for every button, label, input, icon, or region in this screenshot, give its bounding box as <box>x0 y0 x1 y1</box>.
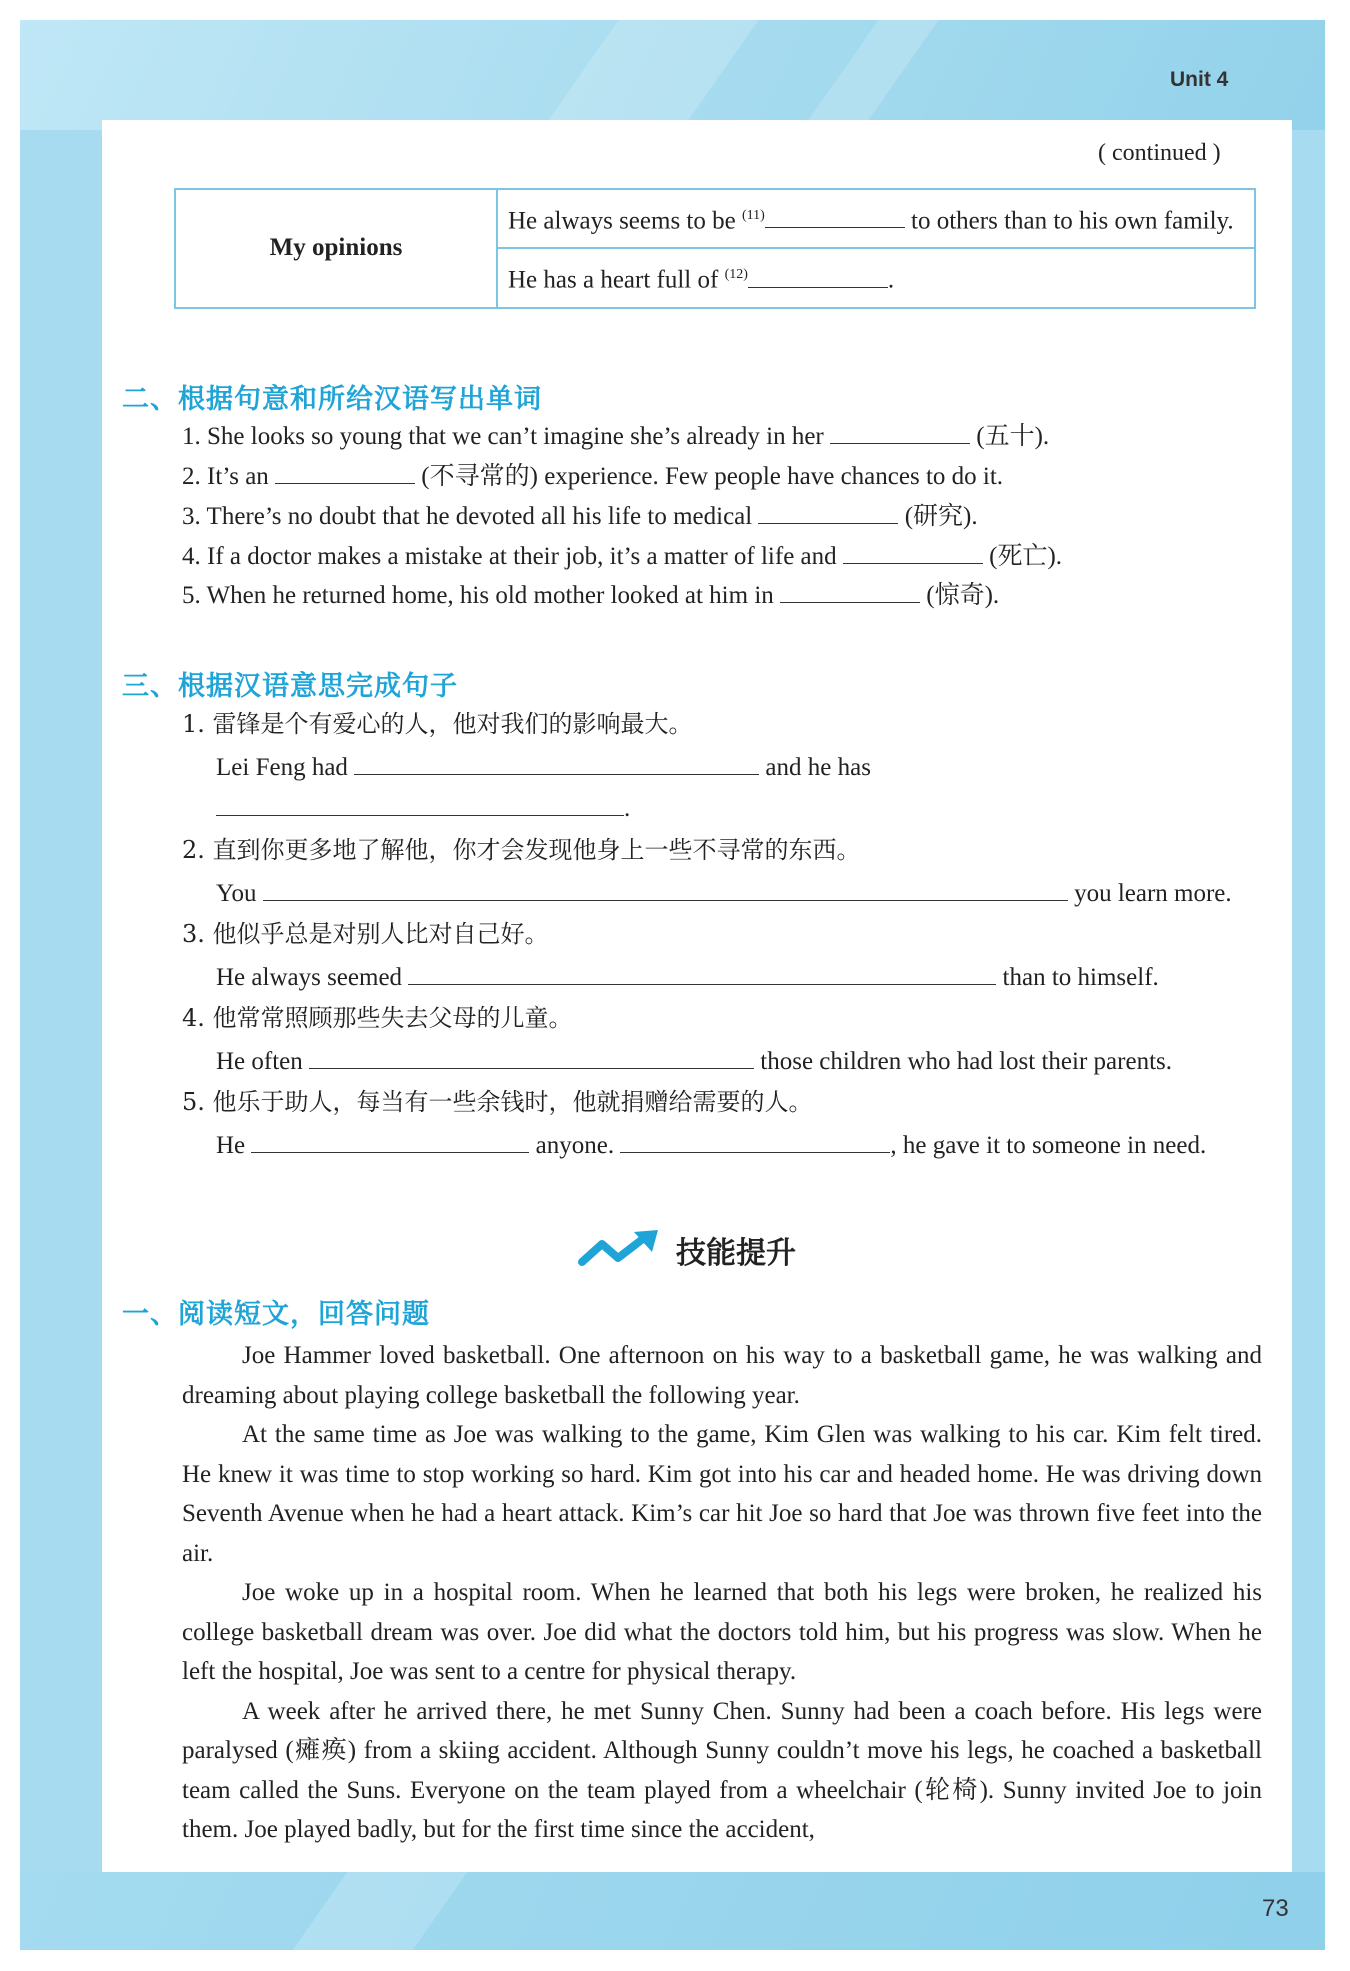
s3-blank-2[interactable] <box>263 878 1068 901</box>
row12-post: . <box>887 266 895 294</box>
s2-item-4: 4. If a doctor makes a mistake at their job, it’s a matter of life and (死亡). <box>182 543 1063 570</box>
blank-number-12: (12) <box>724 267 748 283</box>
s2-item-5: 5. When he returned home, his old mother looked at him in (惊奇). <box>182 582 1000 609</box>
s3-item-1-en-cont: . <box>216 793 630 825</box>
table-row-12 <box>497 248 1255 307</box>
s3-item-2-en: You you learn more. <box>216 880 1232 907</box>
s3-item-3-en: He always seemed than to himself. <box>216 964 1159 991</box>
s3-item-4-cn: 4. 他常常照顾那些失去父母的儿童。 <box>182 1004 573 1032</box>
s2-item-2: 2. It’s an (不寻常的) experience. Few people have chances to do it. <box>182 463 1004 490</box>
blank-11[interactable] <box>765 205 905 228</box>
skills-title: 技能提升 <box>676 1236 796 1271</box>
s3-item-1-en: Lei Feng had and he has <box>216 754 871 781</box>
section2-title: 二、根据句意和所给汉语写出单词 <box>122 384 542 415</box>
s2-blank-2[interactable] <box>275 461 415 484</box>
s2-blank-4[interactable] <box>843 541 983 564</box>
s2-item-3: 3. There’s no doubt that he devoted all his life to medical (研究). <box>182 503 978 530</box>
paragraph-4: A week after he arrived there, he met Sunny Chen. Sunny had been a coach before. His legs were paralysed (瘫痪) from a skiing accident. Although Sunny couldn’t move his legs, he coached a basketball team called the Suns. Everyone on the team played from a wheelchair (轮椅). Sunny invited Joe to join them. Joe played badly, but for the first time since the accident, <box>182 1697 1262 1843</box>
s2-blank-5[interactable] <box>780 580 920 603</box>
s3-item-1-cn: 1. 雷锋是个有爱心的人，他对我们的影响最大。 <box>182 710 693 738</box>
paragraph-3: Joe woke up in a hospital room. When he learned that both his legs were broken, he realized his college basketball dream was over. Joe did what the doctors told him, but his progress was slow. When he left the hospital, Joe was sent to a centre for physical therapy. <box>182 1579 1262 1685</box>
s2-blank-3[interactable] <box>758 501 898 524</box>
row11-pre: He always seems to be <box>508 207 742 235</box>
opinions-table <box>174 188 1256 309</box>
paragraph-2: At the same time as Joe was walking to the game, Kim Glen was walking to his car. Kim felt tired. He knew it was time to stop working so hard. Kim got into his car and headed home. He was driving down Seventh Avenue when he had a heart attack. Kim’s car hit Joe so hard that Joe was thrown five feet into the air. <box>182 1421 1262 1567</box>
section3-title: 三、根据汉语意思完成句子 <box>122 671 458 702</box>
s3-item-2-cn: 2. 直到你更多地了解他，你才会发现他身上一些不寻常的东西。 <box>182 836 861 864</box>
s3-blank-1b[interactable] <box>216 793 624 816</box>
blank-number-11: (11) <box>741 208 765 223</box>
s3-blank-4[interactable] <box>309 1046 754 1069</box>
s3-item-5-en: He anyone. , he gave it to someone in need. <box>216 1132 1207 1159</box>
footer-band <box>20 1872 1325 1950</box>
reading-title: 一、阅读短文，回答问题 <box>122 1299 430 1330</box>
row12-pre: He has a heart full of <box>508 266 725 294</box>
s3-item-5-cn: 5. 他乐于助人，每当有一些余钱时，他就捐赠给需要的人。 <box>182 1088 813 1116</box>
trend-up-arrow-icon <box>578 1230 660 1270</box>
header-band <box>20 20 1325 130</box>
paragraph-1: Joe Hammer loved basketball. One afternoon on his way to a basketball game, he was walking and dreaming about playing college basketball the following year. <box>182 1342 1262 1409</box>
row11-post: to others than to his own family. <box>904 207 1234 235</box>
s3-blank-3[interactable] <box>408 962 996 985</box>
s3-blank-5b[interactable] <box>620 1130 890 1153</box>
s3-blank-5a[interactable] <box>251 1130 529 1153</box>
s2-item-1: 1. She looks so young that we can’t imagine she’s already in her (五十). <box>182 423 1050 450</box>
page-number: 73 <box>1262 1895 1289 1922</box>
blank-12[interactable] <box>748 265 888 288</box>
s2-blank-1[interactable] <box>830 421 970 444</box>
s3-blank-1a[interactable] <box>354 752 759 775</box>
unit-label: Unit 4 <box>1170 68 1229 91</box>
reading-passage <box>182 1336 1262 1850</box>
s3-item-3-cn: 3. 他似乎总是对别人比对自己好。 <box>182 920 549 948</box>
table-row-11 <box>497 189 1255 248</box>
s3-item-4-en: He often those children who had lost their parents. <box>216 1048 1172 1075</box>
table-head-cell: My opinions <box>175 189 497 308</box>
continued-label: ( continued ) <box>1098 140 1221 166</box>
